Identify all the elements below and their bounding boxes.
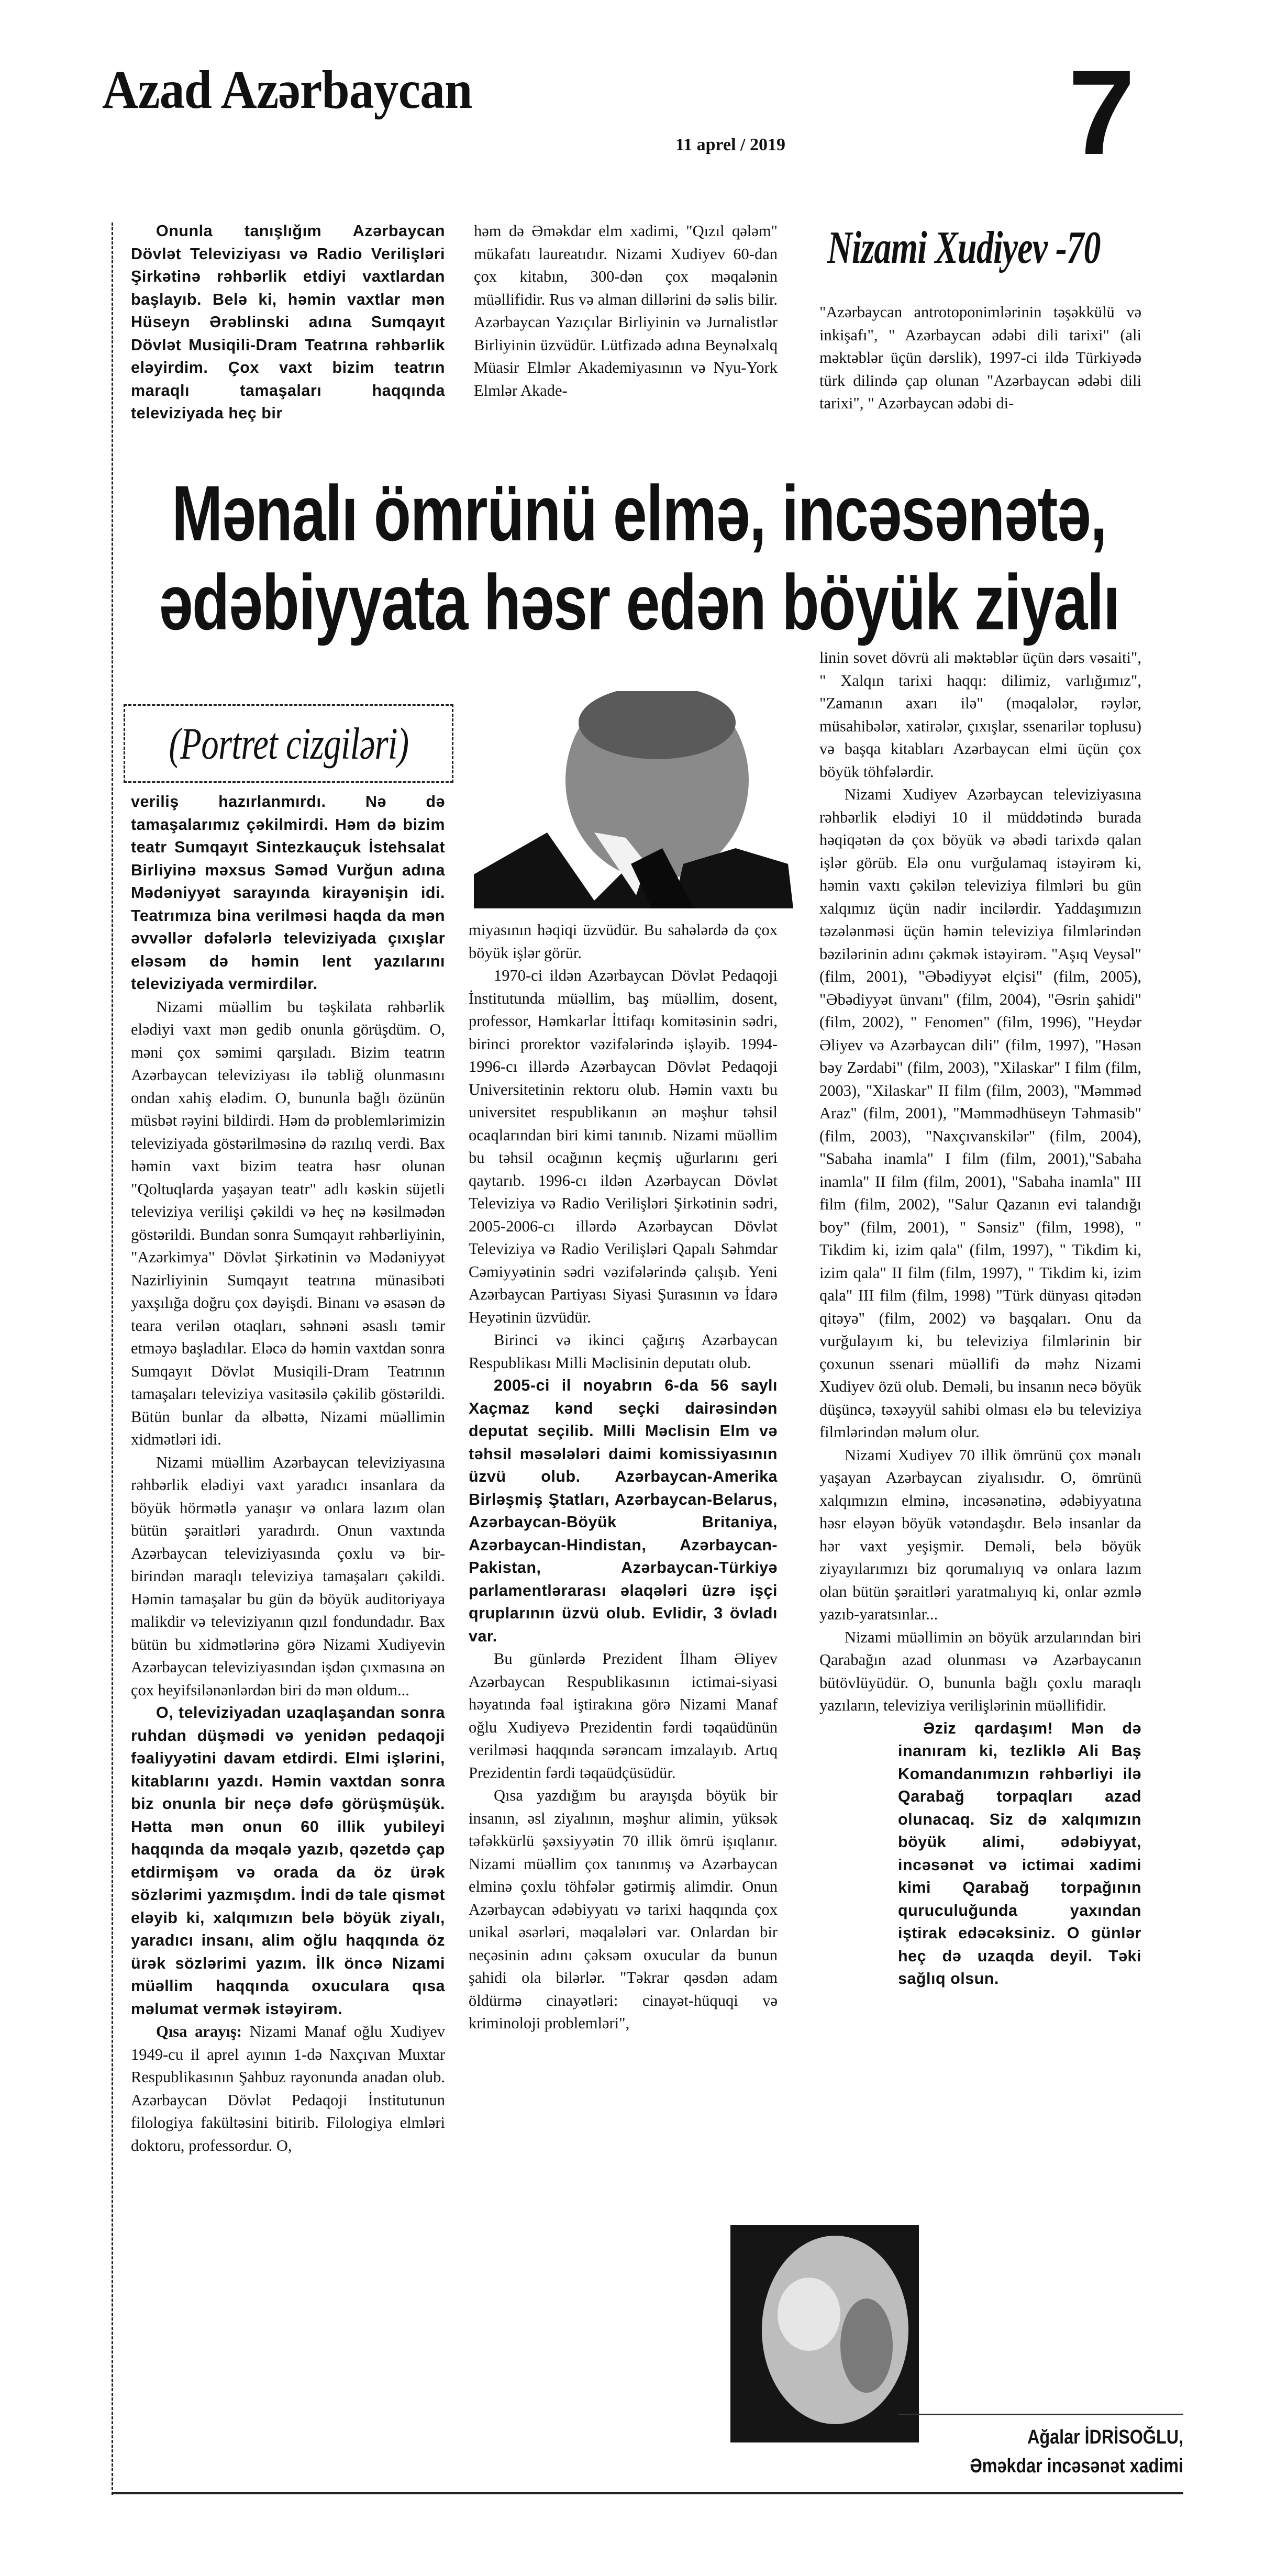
paragraph: Nizami müəllim Azərbaycan televiziyasına rəhbərlik elədiyi vaxt yaradıcı insanlara da böyük hörmətlə yanaşır və onlara lazım olan bütün şəraitləri yaradırdı. Onun vaxtında Azərbaycan televiziyasında çoxlu və bir-birindən maraqlı televiziya tamaşaları çəkildi. Həmin tamaşalar bu gün də böyük auditoriyaya malikdir və televiziyanın qızıl fondundadır. Bax bütün bu xidmətlərinə görə Nizami Xudiyevin Azərbaycan televiziyasından işdən çıxmasına ən çox heyifsilənənlərdən biri də mən oldum... (131, 1453, 445, 1699)
paragraph: O, televiziyadan uzaqlaşandan sonra ruhdan düşmədi və yenidən pedaqoji fəaliyyətini davam etdirdi. Elmi işlərini, kitablarını yazdı. Həmin vaxtdan sonra biz onunla bir neçə dəfə görüşmüşük. Hətta mən onun 60 illik yubileyi haqqında da məqalə yazıb, qəzetdə çap etdirmişəm və orada da öz ürək sözlərimi yazmışdım. İndi də tale qismət eləyib ki, xalqımızın belə böyük ziyalı, yaradıcı insanı, alim oğlu haqqında öz ürək sözlərimi yazım. İlk öncə Nizami müəllim haqqında oxuculara qısa məlumat vermək istəyirəm. (131, 1704, 445, 2018)
paragraph (131, 2020, 445, 2157)
column1-top (131, 220, 445, 425)
portrait-photo-small-icon (730, 2225, 919, 2442)
paragraph: 1970-ci ildən Azərbaycan Dövlət Pedaqoji İnstitutunda müəllim, baş müəllim, dosent, professor, Həmkarlar İttifaqı komitəsinin sədri, birinci prorektor vəzifələrində işləyib. 1994-1996-cı illərdə Azərbaycan Dövlət Pedaqoji Universitetinin rektoru olub. Həmin vaxtı bu universitet respublikanın ən məşhur təhsil ocaqlarından biri kimi tanınıb. Nizami müəllim bu təhsil ocağının keçmiş uğurlarını geri qaytarıb. 1996-cı ildən Azərbaycan Dövlət Televiziya və Radio Verilişləri Şirkətinin sədri, 2005-2006-cı illərdə Azərbaycan Dövlət Televiziya və Radio Verilişləri Qapalı Səhmdar Cəmiyyətinin sədri vəzifələrində çalışıb. Yeni Azərbaycan Partiyası Siyasi Şurasının və İdarə Heyətinin üzvüdür. (469, 967, 778, 1326)
label-short-bio: Qısa arayış: (156, 2023, 242, 2040)
article-headline (120, 469, 1158, 647)
page-number: 7 (1068, 45, 1135, 180)
paragraph: veriliş hazırlanmırdı. Nə də tamaşalarımız çəkilmirdi. Həm də bizim teatr Sumqayıt Sintezkauçuk İstehsalat Birliyinə məxsus Səməd Vurğun adına Mədəniyyət sarayında kirayənişin idi. Teatrımıza bina verilməsi haqda da mən əvvəllər dəfələrlə televiziyada çıxışlar eləsəm də həmin lent yazılarını televiziyada vermirdilər. (131, 793, 445, 993)
paragraph: "Azərbaycan antrotoponimlərinin təşəkkülü və inkişafı", " Azərbaycan ədəbi dili tarixi" (ali məktəblər üçün dərslik), 1997-ci ildə Türkiyədə türk dilində çap olunan "Azərbaycan ədəbi dili tarixi", " Azərbaycan ədəbi di- (819, 303, 1141, 412)
portrait-photo-icon (474, 691, 797, 908)
headline-line-2: ədəbiyyata həsr edən böyük ziyalı (159, 558, 1119, 646)
paragraph: miyasının həqiqi üzvüdür. Bu sahələrdə də çox böyük işlər görür. (469, 921, 778, 962)
author-title: Əməkdar incəsənət xadimi (970, 2455, 1183, 2477)
article-left-border (112, 223, 113, 2495)
paragraph: 2005-ci il noyabrın 6-da 56 saylı Xaçmaz kənd seçki dairəsindən deputat seçilib. Milli Məclisin Elm və təhsil məsələləri daimi komissiyasının üzvü olub. Azərbaycan-Amerika Birləşmiş Ştatları, Azərbaycan-Belarus, Azərbaycan-Böyük Britaniya, Azərbaycan-Hindistan, Azərbaycan-Pakistan, Azərbaycan-Türkiyə parlamentlərarası əlaqələri üzrə işçi qruplarının üzvü olub. Evlidir, 3 övladı var. (469, 1376, 778, 1645)
paragraph: linin sovet dövrü ali məktəblər üçün dərs vəsaiti", " Xalqın tarixi haqqı: dilimiz, varlığımız", "Zamanın axarı ilə" (məqalələr, rəylər, müsahibələr, xatirələr, çıxışlar, ssenarilər toplusu) və başqa kitabları Azərbaycan elmi üçün çox böyük töhfələrdir. (819, 649, 1141, 781)
column3-top (819, 301, 1141, 415)
column-2 (469, 919, 778, 2035)
paragraph: Nizami müəllimin ən böyük arzularından biri Qarabağın azad olunması və Azərbaycanın bütövlüyüdür. O, bununla bağlı çoxlu maraqlı yazıların, televiziya verilişlərinin müəllifidir. (819, 1628, 1141, 1714)
portrait-photo (474, 691, 797, 908)
column-1 (131, 791, 445, 2157)
headline-line-1: Mənalı ömrünü elmə, incəsənətə, (171, 469, 1107, 557)
paragraph: Nizami Xudiyev 70 illik ömrünü çox mənalı yaşayan Azərbaycan ziyalısıdır. O, ömrünü xalqımızın elminə, incəsənətinə, ədəbiyyatına həsr eləyən böyük vətəndaşdır. Belə insanlar da hər vaxt yeşişmir. Deməli, belə böyük ziyayılarımızı biz qorumalıyıq və onlara lazım olan bütün şəraitləri yaratmalıyıq ki, onlar əzmlə yazıb-yaratsınlar... (819, 1446, 1141, 1623)
series-label-box (124, 704, 453, 783)
paragraph: Birinci və ikinci çağırış Azərbaycan Respublikası Milli Məclisinin deputatı olub. (469, 1331, 778, 1372)
paragraph: Əziz qardaşım! Mən də inanıram ki, tezliklə Ali Baş Komandanımızın rəhbərliyi ilə Qarabağ torpaqları azad olunacaq. Siz də xalqımızın böyük alimi, ədəbiyyat, incəsənət və ictimai xadimi kimi Qarabağ torpağının quruculuğunda yaxından iştirak edəcəksiniz. O günlər heç də uzaqda deyil. Təki sağlıq olsun. (898, 1719, 1141, 1987)
issue-date: 11 aprel / 2019 (675, 135, 785, 154)
signature-divider (898, 2414, 1183, 2415)
column2-top (474, 220, 778, 402)
newspaper-title: Azad Azərbaycan (102, 60, 472, 120)
column-3 (819, 647, 1141, 1991)
series-label: (Portret cizgiləri) (169, 718, 408, 769)
paragraph: Bu günlərdə Prezident İlham Əliyev Azərbaycan Respublikasının ictimai-siyasi həyatında fəal iştirakına görə Nizami Manaf oğlu Xudiyevə Prezidentin fərdi təqaüdünün verilməsi haqqında sərəncam imzalayıb. Artıq Prezidentin fərdi təqaüdçüsüdür. (469, 1650, 778, 1782)
article-bottom-border (112, 2492, 1183, 2494)
author-name: Ağalar İDRİSOĞLU, (1027, 2426, 1183, 2448)
rubric-title: Nizami Xudiyev -70 (827, 223, 1101, 273)
paragraph: Onunla tanışlığım Azərbaycan Dövlət Televiziyası və Radio Verilişləri Şirkətinə rəhbərlik etdiyi vaxtlardan başlayıb. Belə ki, həmin vaxtlar mən Hüseyn Ərəblinski adına Sumqayıt Dövlət Musiqili-Dram Teatrına rəhbərlik eləyirdim. Çox vaxt bizim teatrın maraqlı tamaşaları haqqında televiziyada heç bir (131, 222, 445, 422)
paragraph: Nizami Xudiyev Azərbaycan televiziyasına rəhbərlik elədiyi 10 il müddətində burada həqiqətən də çox böyük və əbədi tarixdə qalan işlər görüb. Elə onu vurğulamaq istəyirəm ki, həmin vaxtı çəkilən televiziya filmləri bu gün xalqımız üçün nadir incilərdir. Yaddaşımızın təzələnməsi üçün həmin televiziya filmlərindən bəzilərinin adını çəkmək istəyirəm. "Aşıq Veysəl" (film, 2001), "Əbədiyyət elçisi" (film, 2005), "Əbədiyyət ünvanı" (film, 2004), "Əsrin şahidi" (film, 2002), " Fenomen" (film, 1996), "Heydər Əliyev və Azərbaycan dili" (film, 1997), "Həsən bəy Zərdabi" (film, 2003), "Xilaskar" I film (film, 2003), "Xilaskar" II film (film, 2003), "Məmməd Araz" (film, 2001), "Məmmədhüseyn Təhmasib" (film, 2003), "Naxçıvanskilər" (film, 2004), "Sabaha inamla" I film (film, 2001),"Sabaha inamla" II film (film, 2001), "Sabaha inamla" III film (film, 2002), "Salur Qazanın evi talandığı boy" (film, 2001), " Sənsiz" (film, 1998), " Tikdim ki, izim qala" (film, 1997), " Tikdim ki, izim qala" II film (film, 1997), " Tikdim ki, izim qala" III film (film, 1998) "Türk dünyası qitədən qitəyə" (film, 2002) və başqaları. Onu da vurğulayım ki, bu televiziya filmlərinin bir çoxunun ssenari müəllifi də məhz Nizami Xudiyev özü olub. Deməli, bu insanın necə böyük düşüncə, təxəyyül sahibi olması elə bu televiziya filmlərindən məlum olur. (819, 785, 1141, 1441)
portrait-photo-small (730, 2225, 919, 2442)
paragraph: həm də Əməkdar elm xadimi, "Qızıl qələm" mükafatı laureatıdır. Nizami Xudiyev 60-dan çox kitabın, 300-dən çox məqalənin müəllifidir. Rus və alman dillərini də səlis bilir. Azərbaycan Yazıçılar Birliyinin və Jurnalistlər Birliyinin üzvüdür. Lütfizadə adına Beynəlxalq Müasir Elmlər Akademiyasının və Nyu-York Elmlər Akade- (474, 222, 778, 399)
paragraph: Nizami müəllim bu təşkilata rəhbərlik elədiyi vaxt mən gedib onunla görüşdüm. O, məni çox səmimi qarşıladı. Bizim teatrın Azərbaycan televiziyası ilə təbliğ olunmasını ondan xahiş elədim. O, bununla bağlı özünün müsbət rəyini bildirdi. Həm də problemlərimizin televiziyada göstərilməsinə də razılıq verdi. Bax həmin vaxt bizim teatra həsr olunan "Qoltuqlarda yaşayan teatr" adlı kəskin süjetli televiziya verilişi çəkildi və heç nə kəsilmədən göstərildi. Bundan sonra Sumqayıt rəhbərliyinin, "Azərkimya" Dövlət Şirkətinin və Mədəniyyət Nazirliyinin Sumqayıt teatrına münasibəti yaxşılığa doğru çox dəyişdi. Binanı və əsasən də teara verilən otaqları, səhnəni əsaslı təmir etməyə başladılar. Eləcə də həmin vaxtdan sonra Sumqayıt Dövlət Musiqili-Dram Teatrının tamaşaları televiziya vasitəsilə çəkilib göstərildi. Bütün bunlar da əlbəttə, Nizami müəllimin xidmətləri idi. (131, 997, 445, 1448)
paragraph: Qısa yazdığım bu arayışda böyük bir insanın, əsl ziyalının, məşhur alimin, yüksək təfəkkürlü şəxsiyyətin 70 illik ömrü işıqlanır. Nizami müəllim çox tanınmış və Azərbaycan elminə çoxlu töhfələr gətirmiş alimdir. Onun Azərbaycan ədəbiyyatı və tarixi haqqında çox unikal əsərləri, məqalələri var. Onlardan bir neçəsinin adını çəksəm oxucular da bunun şahidi ola bilərlər. "Təkrar qəsdən adam öldürmə cinayətləri: cinayət-hüquqi və kriminoloji problemləri", (469, 1786, 778, 2032)
short-bio-text: Nizami Manaf oğlu Xudiyev 1949-cu il aprel ayının 1-də Naxçıvan Muxtar Respublikasının Şahbuz rayonunda anadan olub. Azərbaycan Dövlət Pedaqoji İnstitutunun filologiya fakültəsini bitirib. Filologiya elmləri doktoru, professordur. O, (131, 2023, 446, 2155)
